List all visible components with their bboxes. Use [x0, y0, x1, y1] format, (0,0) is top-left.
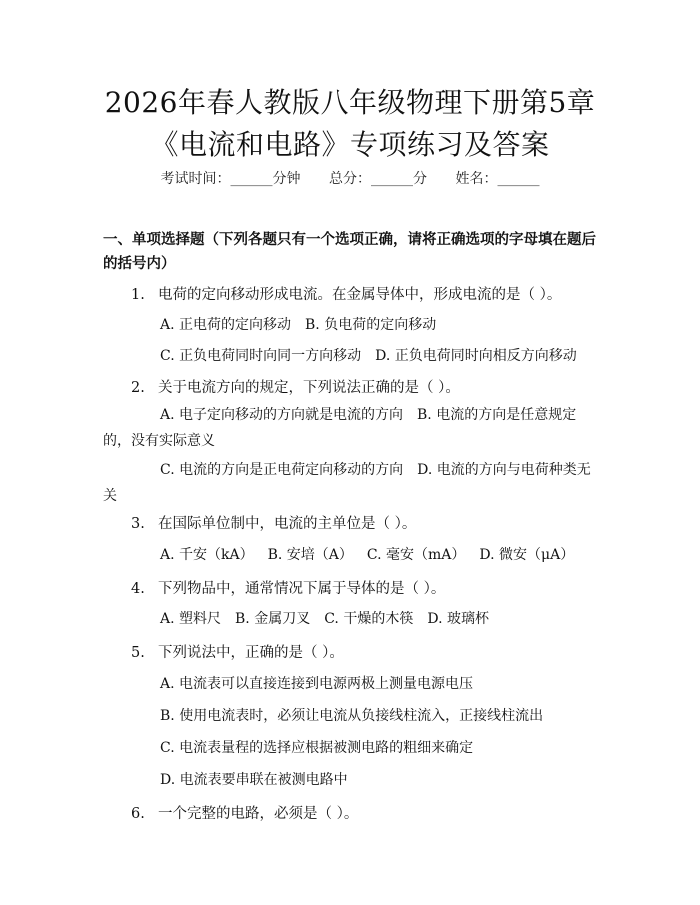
options-row: [160, 345, 591, 365]
exam-time: 考试时间：______分钟: [160, 171, 301, 187]
section-heading: 一、单项选择题（下列各题只有一个选项正确，请将正确选项的字母填在题后的括号内）: [103, 232, 596, 272]
option-c: C. 毫安（mA）: [366, 547, 466, 563]
question-number: 2.: [131, 380, 145, 396]
option-b: B. 安培（A）: [267, 547, 353, 563]
question-2: [131, 376, 460, 397]
option-c: C. 正负电荷同时向同一方向移动: [160, 348, 362, 364]
question-4: [131, 577, 445, 598]
option-d: D. 玻璃杯: [427, 611, 489, 627]
question-number: 6.: [131, 806, 145, 822]
question-3: [131, 512, 416, 533]
question-5: [131, 641, 344, 662]
option-a: A. 正电荷的定向移动: [160, 317, 292, 333]
question-text: 关于电流方向的规定，下列说法正确的是（ ）。: [158, 380, 460, 396]
question-number: 5.: [131, 645, 145, 661]
option-b: B. 负电荷的定向移动: [305, 317, 437, 333]
option-a: A. 千安（kA）: [160, 547, 254, 563]
options-row: [160, 314, 450, 334]
options-wrapped: [103, 402, 599, 454]
option-b: B. 电流的方向是任意规定的，没有实际意义: [103, 407, 577, 449]
option-b: B. 使用电流表时，必须让电流从负接线柱流入，正接线柱流出: [160, 708, 544, 724]
student-name: 姓名：______: [455, 171, 540, 187]
option-b: B. 金属刀叉: [235, 611, 311, 627]
option-d: D. 电流的方向与电荷种类无关: [103, 462, 591, 504]
question-number: 4.: [131, 581, 145, 597]
exam-score: 总分：______分: [329, 171, 427, 187]
question-text: 下列说法中，正确的是（ ）。: [158, 645, 344, 661]
option-d: D. 正负电荷同时向相反方向移动: [375, 348, 577, 364]
question-number: 3.: [131, 516, 145, 532]
option-a: A. 电流表可以直接连接到电源两极上测量电源电压: [160, 676, 474, 692]
question-text: 下列物品中，通常情况下属于导体的是（ ）。: [158, 581, 446, 597]
option-c: C. 干燥的木筷: [324, 611, 414, 627]
option-d: D. 电流表要串联在被测电路中: [160, 772, 348, 788]
option-d: D. 微安（μA）: [479, 547, 575, 563]
options-row: [160, 544, 588, 564]
question-text: 一个完整的电路，必须是（ ）。: [158, 806, 359, 822]
option-c: C. 电流表量程的选择应根据被测电路的粗细来确定: [160, 740, 474, 756]
exam-meta: [0, 168, 700, 188]
options-row: [160, 608, 503, 628]
question-text: 电荷的定向移动形成电流。在金属导体中，形成电流的是（ ）。: [158, 287, 562, 303]
question-number: 1.: [131, 287, 145, 303]
question-6: [131, 802, 358, 823]
options-wrapped: [103, 457, 599, 509]
option-a: A. 塑料尺: [160, 611, 222, 627]
option-a: A. 电子定向移动的方向就是电流的方向: [160, 407, 404, 423]
option-c: C. 电流的方向是正电荷定向移动的方向: [160, 462, 404, 478]
question-1: [131, 283, 561, 304]
document-title: 2026年春人教版八年级物理下册第5章《电流和电路》专项练习及答案: [104, 86, 596, 161]
question-text: 在国际单位制中，电流的主单位是（ ）。: [158, 516, 417, 532]
